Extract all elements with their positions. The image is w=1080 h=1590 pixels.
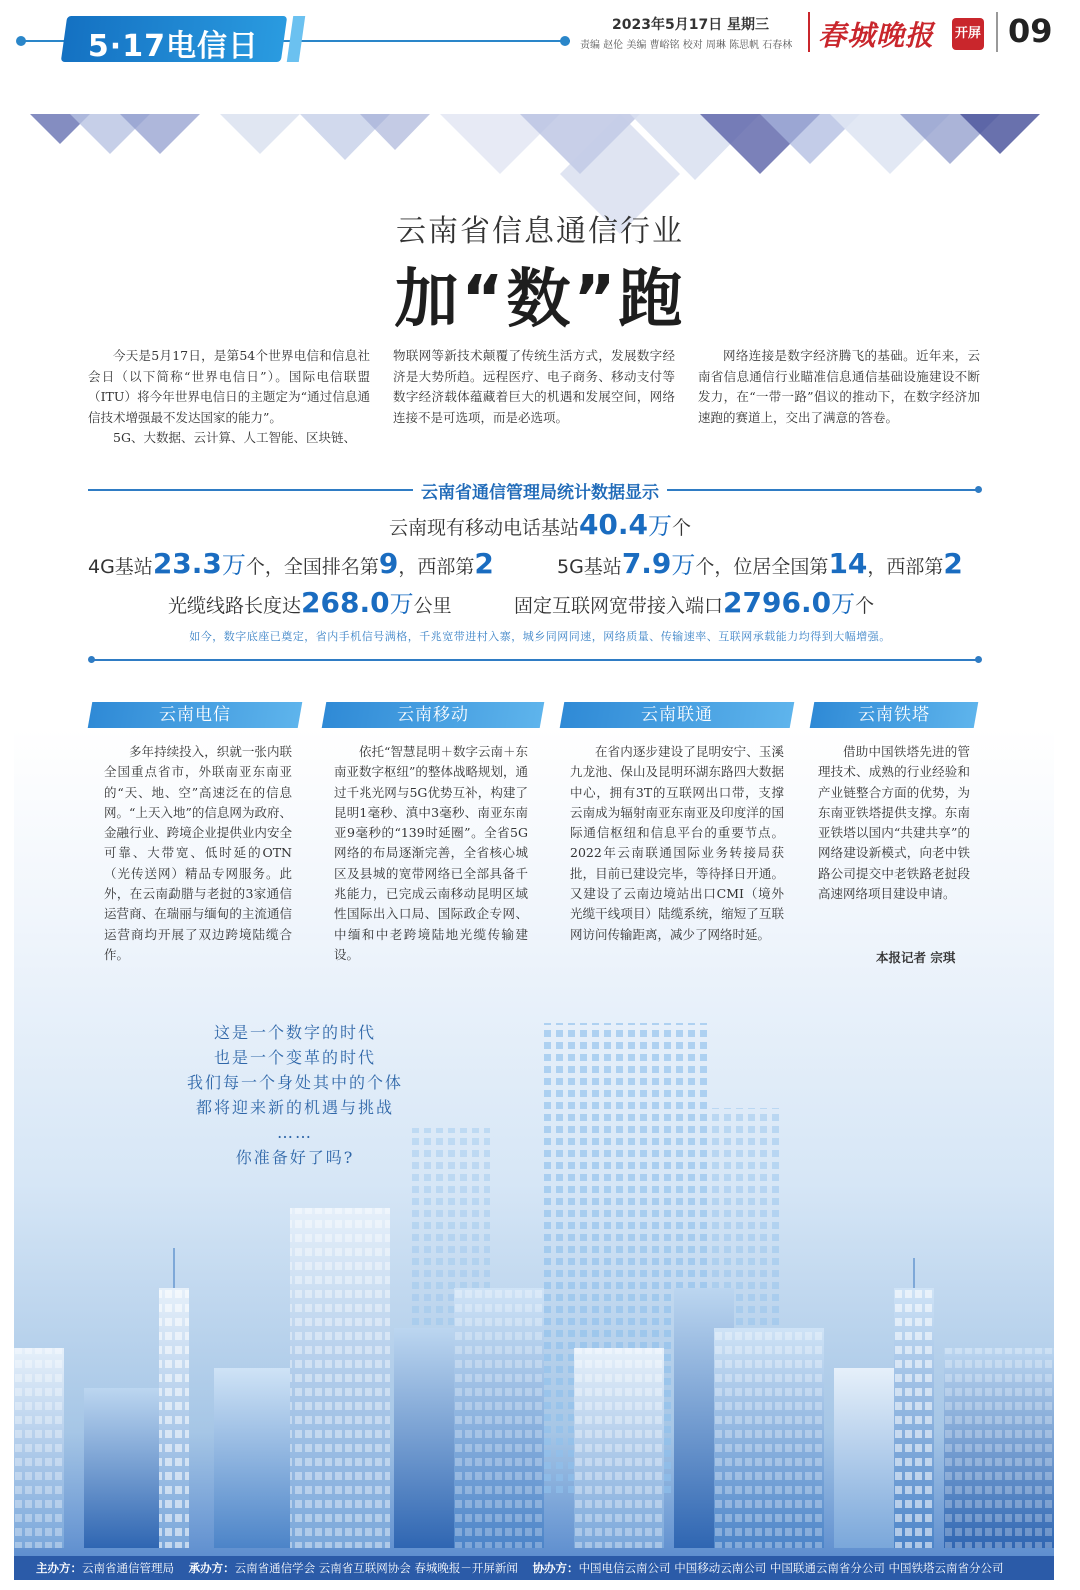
stat-unit: 万	[671, 551, 696, 579]
stat-suffix: ，西部第	[398, 556, 475, 578]
company-column-tower	[818, 742, 970, 904]
header-divider	[996, 12, 998, 52]
footer-co-organizers: 中国电信云南公司 中国移动云南公司 中国联通云南省分公司 中国铁塔云南省分公司	[578, 1561, 1004, 1575]
stat-suffix: 个，位居全国第	[695, 556, 829, 578]
stat-rank: 2	[474, 547, 494, 580]
company-column-telecom	[104, 742, 292, 965]
intro-paragraph: 物联网等新技术颠覆了传统生活方式，发展数字经济是大势所趋。远程医疗、电子商务、移动支付等数字经济载体蕴藏着巨大的机遇和发展空间，网络连接不是可选项，而是必选项。	[393, 348, 675, 425]
stat-row-5g	[557, 545, 963, 580]
sponsors-footer	[14, 1556, 1054, 1580]
article-title: 加“数”跑	[394, 263, 686, 337]
stats-heading-text: 云南省通信管理局统计数据显示	[413, 483, 667, 503]
stat-unit: 万	[221, 551, 246, 579]
issue-date: 2023年5月17日 星期三	[612, 17, 770, 33]
company-text: 借助中国铁塔先进的管理技术、成熟的行业经验和产业链整合方面的优势，为东南亚铁塔提供支撑。东南亚铁塔以国内“共建共享”的网络建设新模式，向老中铁路公司提交中老铁路老挝段高速网络项目建设申请。	[818, 744, 970, 902]
company-text: 多年持续投入，织就一张内联全国重点省市，外联南亚东南亚的“天、地、空”高速泛在的信息网。“上天入地”的信息网为政府、金融行业、跨境企业提供业内安全可靠、大带宽、低时延的OTN（光传送网）精品专网服务。此外，在云南勐腊与老挝的3家通信运营商、在瑞丽与缅甸的主流通信运营商均开展了双边跨境陆缆合作。	[104, 744, 292, 962]
intro-column-2	[393, 346, 675, 428]
poem-line: ……	[277, 1123, 313, 1142]
stat-value: 40.4	[578, 508, 649, 541]
article-subtitle: 云南省信息通信行业	[396, 214, 684, 249]
stat-unit: 万	[389, 590, 414, 618]
footer-label: 承办方：	[188, 1561, 235, 1575]
newspaper-logo: 春城晚报	[818, 19, 935, 52]
stat-label: 云南现有移动电话基站	[388, 517, 579, 539]
company-name: 云南联通	[641, 705, 713, 725]
poem-line: 你准备好了吗?	[235, 1148, 355, 1167]
stat-row-4g	[88, 545, 494, 580]
editor-credits: 责编 赵伦 美编 曹峪铭 校对 周琳 陈思帆 石春林	[580, 40, 793, 51]
stat-row-fiber	[168, 584, 452, 619]
company-text: 在省内逐步建设了昆明安宁、玉溪九龙池、保山及昆明环湖东路四大数据中心，拥有3T的互联网出口带，支撑云南成为辐射南亚东南亚及印度洋的国际通信枢纽和信息平台的重要节点。2022年云南联通国际业务转接局获批，目前已建设完毕，等待择日开通。又建设了云南边境站出口CMI（境外光缆干线项目）陆缆系统，缩短了互联网访问传输距离，减少了网络时延。	[570, 744, 784, 942]
stats-note: 如今，数字底座已奠定，省内手机信号满格，千兆宽带进村入寨，城乡同网同速，网络质量、传输速率、互联网承载能力均得到大幅增强。	[189, 630, 891, 643]
stat-value: 268.0	[301, 586, 390, 619]
poem-line: 我们每一个身处其中的个体	[186, 1073, 403, 1092]
footer-label: 协办方：	[532, 1561, 579, 1575]
intro-paragraph: 5G、大数据、云计算、人工智能、区块链、	[113, 430, 356, 445]
stat-rank: 14	[828, 547, 868, 580]
stat-value: 23.3	[152, 547, 222, 580]
stat-value: 2796.0	[723, 586, 832, 619]
app-logo: 开屏	[952, 18, 984, 50]
stat-unit: 万	[648, 512, 673, 540]
closing-poem	[150, 1020, 440, 1170]
intro-paragraph: 网络连接是数字经济腾飞的基础。近年来，云南省信息通信行业瞄准信息通信基础设施建设不断发力，在“一带一路”倡议的推动下，在数字经济加速跑的赛道上，交出了满意的答卷。	[698, 348, 980, 425]
stat-suffix: 个	[855, 595, 875, 617]
header-divider	[808, 12, 810, 52]
stat-rank: 2	[943, 547, 963, 580]
stat-label: 4G基站	[88, 556, 153, 578]
stat-value: 7.9	[621, 547, 672, 580]
company-tab-telecom	[88, 702, 303, 728]
stats-heading	[0, 478, 1080, 503]
section-badge-label: 5·17电信日	[87, 29, 259, 64]
footer-label: 主办方：	[36, 1561, 82, 1575]
footer-organizer: 云南省通信学会 云南省互联网协会 春城晚报－开屏新闻	[234, 1561, 518, 1575]
intro-column-1	[88, 346, 370, 449]
stats-bottom-rule	[92, 659, 978, 661]
header-dot	[16, 36, 26, 46]
stat-rank: 9	[378, 547, 399, 580]
stat-label: 固定互联网宽带接入端口	[514, 595, 724, 617]
poem-line: 都将迎来新的机遇与挑战	[195, 1098, 394, 1117]
stat-suffix: ，西部第	[867, 556, 944, 578]
stat-row-broadband	[514, 584, 874, 619]
stat-label: 光缆线路长度达	[168, 595, 302, 617]
badge-decoration	[287, 16, 305, 62]
company-name: 云南铁塔	[858, 705, 930, 725]
company-tab-tower	[810, 702, 979, 728]
stat-suffix: 个，全国排名第	[245, 556, 379, 578]
rule-dot	[88, 656, 95, 663]
page-header	[0, 0, 1080, 70]
header-dot	[560, 36, 570, 46]
company-column-unicom	[570, 742, 784, 945]
page-number: 09	[1008, 12, 1053, 50]
stat-row-base-stations	[0, 506, 1080, 541]
reporter-byline: 本报记者 宗琪	[876, 950, 956, 965]
company-tab-unicom	[560, 702, 795, 728]
company-name: 云南电信	[159, 705, 231, 725]
poem-line: 也是一个变革的时代	[213, 1048, 376, 1067]
company-name: 云南移动	[397, 705, 469, 725]
footer-host: 云南省通信管理局	[82, 1561, 174, 1575]
company-text: 依托“智慧昆明＋数字云南＋东南亚数字枢纽”的整体战略规划，通过千兆光网与5G优势互补，构建了昆明1毫秒、滇中3毫秒、南亚东南亚9毫秒的“139时延圈”。全省5G网络的布局逐渐完善，全省核心城区及县城的宽带网络已全部具备千兆能力，已完成云南移动昆明区域性国际出入口局、国际政企专网、中缅和中老跨境陆地光缆传输建设。	[334, 744, 528, 962]
rule-dot	[975, 656, 982, 663]
poem-line: 这是一个数字的时代	[213, 1023, 376, 1042]
intro-paragraph: 今天是5月17日，是第54个世界电信和信息社会日（以下简称“世界电信日”）。国际电信联盟（ITU）将今年世界电信日的主题定为“通过信息通信技术增强最不发达国家的能力”。	[88, 348, 370, 425]
intro-column-3	[698, 346, 980, 428]
stat-label: 5G基站	[557, 556, 622, 578]
section-badge	[61, 16, 287, 62]
stat-suffix: 个	[672, 517, 692, 539]
stat-suffix: 公里	[413, 595, 452, 617]
company-column-mobile	[334, 742, 528, 965]
stat-unit: 万	[831, 590, 856, 618]
company-tab-mobile	[322, 702, 545, 728]
